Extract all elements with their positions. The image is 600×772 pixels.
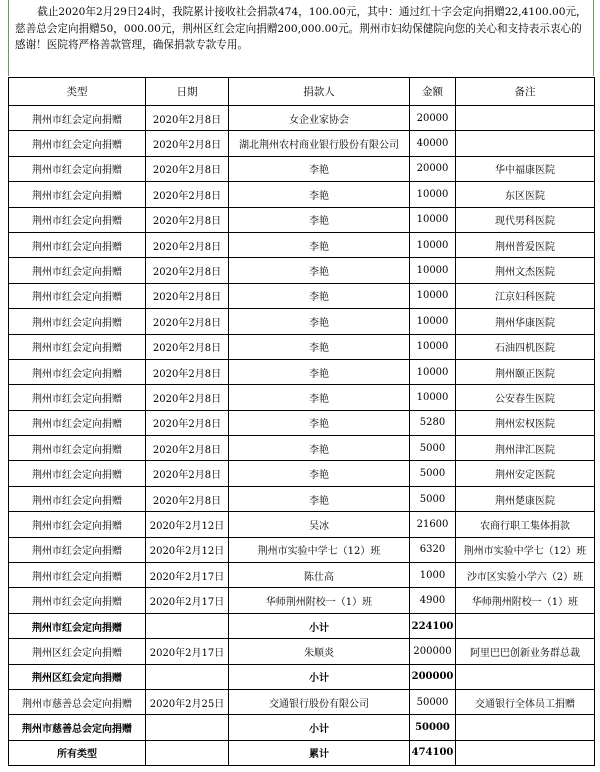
cell-date: 2020年2月8日 — [146, 309, 229, 334]
cell-amount: 50000 — [410, 715, 456, 740]
cell-type: 荆州市红会定向捐赠 — [9, 309, 146, 334]
cell-type: 荆州市慈善总会定向捐赠 — [9, 689, 146, 714]
cell-type: 荆州市红会定向捐赠 — [9, 156, 146, 181]
table-row — [9, 461, 595, 486]
table-row — [9, 156, 595, 181]
donation-table-body — [9, 78, 595, 766]
cell-donor: 累计 — [229, 740, 410, 765]
cell-amount: 4900 — [410, 588, 456, 613]
table-row — [9, 537, 595, 562]
cell-type: 荆州市红会定向捐赠 — [9, 106, 146, 131]
cell-donor: 华师荆州附校一（1）班 — [229, 588, 410, 613]
cell-amount: 5280 — [410, 410, 456, 435]
cell-amount: 224100 — [410, 613, 456, 638]
summary-row — [9, 613, 595, 638]
cell-donor: 李艳 — [229, 461, 410, 486]
cell-donor: 李艳 — [229, 486, 410, 511]
cell-type: 荆州市红会定向捐赠 — [9, 613, 146, 638]
cell-date — [146, 740, 229, 765]
header-date: 日期 — [146, 78, 229, 106]
cell-note — [456, 740, 595, 765]
table-row — [9, 689, 595, 714]
cell-date: 2020年2月8日 — [146, 359, 229, 384]
cell-type: 荆州市红会定向捐赠 — [9, 512, 146, 537]
summary-row — [9, 664, 595, 689]
cell-note: 现代男科医院 — [456, 207, 595, 232]
table-row — [9, 410, 595, 435]
cell-amount: 40000 — [410, 131, 456, 156]
cell-type: 所有类型 — [9, 740, 146, 765]
cell-donor: 小计 — [229, 664, 410, 689]
cell-date: 2020年2月25日 — [146, 689, 229, 714]
table-row — [9, 512, 595, 537]
cell-type: 荆州市红会定向捐赠 — [9, 334, 146, 359]
cell-date: 2020年2月8日 — [146, 258, 229, 283]
cell-type: 荆州市红会定向捐赠 — [9, 182, 146, 207]
cell-type: 荆州市红会定向捐赠 — [9, 207, 146, 232]
cell-donor: 小计 — [229, 613, 410, 638]
header-amount: 金额 — [410, 78, 456, 106]
cell-amount: 10000 — [410, 182, 456, 207]
cell-date — [146, 664, 229, 689]
cell-type: 荆州区红会定向捐赠 — [9, 639, 146, 664]
table-row — [9, 436, 595, 461]
cell-note — [456, 131, 595, 156]
cell-donor: 小计 — [229, 715, 410, 740]
cell-type: 荆州市红会定向捐赠 — [9, 283, 146, 308]
cell-type: 荆州市红会定向捐赠 — [9, 385, 146, 410]
cell-amount: 6320 — [410, 537, 456, 562]
cell-date: 2020年2月8日 — [146, 486, 229, 511]
table-row — [9, 283, 595, 308]
cell-donor: 李艳 — [229, 410, 410, 435]
cell-date — [146, 715, 229, 740]
table-row — [9, 106, 595, 131]
table-row — [9, 588, 595, 613]
cell-donor: 李艳 — [229, 436, 410, 461]
table-row — [9, 232, 595, 257]
table-row — [9, 563, 595, 588]
summary-row — [9, 740, 595, 765]
cell-donor: 李艳 — [229, 207, 410, 232]
cell-donor: 李艳 — [229, 359, 410, 384]
cell-donor: 交通银行股份有限公司 — [229, 689, 410, 714]
cell-type: 荆州市红会定向捐赠 — [9, 461, 146, 486]
cell-type: 荆州市红会定向捐赠 — [9, 410, 146, 435]
donation-table — [8, 77, 595, 766]
cell-note: 华师荆州附校一（1）班 — [456, 588, 595, 613]
cell-note: 荆州颐正医院 — [456, 359, 595, 384]
cell-amount: 10000 — [410, 207, 456, 232]
cell-amount: 5000 — [410, 461, 456, 486]
table-row — [9, 258, 595, 283]
table-row — [9, 639, 595, 664]
table-header-row — [9, 78, 595, 106]
cell-type: 荆州市红会定向捐赠 — [9, 359, 146, 384]
cell-date: 2020年2月8日 — [146, 461, 229, 486]
cell-amount: 5000 — [410, 486, 456, 511]
cell-note: 荆州楚康医院 — [456, 486, 595, 511]
table-row — [9, 207, 595, 232]
cell-note: 交通银行全体员工捐赠 — [456, 689, 595, 714]
cell-donor: 李艳 — [229, 156, 410, 181]
cell-donor: 荆州市实验中学七（12）班 — [229, 537, 410, 562]
cell-note: 江京妇科医院 — [456, 283, 595, 308]
cell-amount: 1000 — [410, 563, 456, 588]
cell-date: 2020年2月8日 — [146, 156, 229, 181]
cell-donor: 女企业家协会 — [229, 106, 410, 131]
cell-donor: 李艳 — [229, 232, 410, 257]
header-note: 备注 — [456, 78, 595, 106]
table-row — [9, 182, 595, 207]
cell-donor: 李艳 — [229, 385, 410, 410]
cell-note: 荆州津汇医院 — [456, 436, 595, 461]
cell-date: 2020年2月8日 — [146, 182, 229, 207]
cell-amount: 10000 — [410, 385, 456, 410]
cell-note: 荆州市实验中学七（12）班 — [456, 537, 595, 562]
header-donor: 捐款人 — [229, 78, 410, 106]
cell-date: 2020年2月8日 — [146, 436, 229, 461]
table-row — [9, 334, 595, 359]
cell-amount: 200000 — [410, 639, 456, 664]
cell-date: 2020年2月12日 — [146, 537, 229, 562]
cell-amount: 10000 — [410, 309, 456, 334]
cell-date: 2020年2月8日 — [146, 385, 229, 410]
cell-donor: 李艳 — [229, 283, 410, 308]
cell-type: 荆州市红会定向捐赠 — [9, 436, 146, 461]
cell-donor: 朱顺炎 — [229, 639, 410, 664]
cell-note: 公安春生医院 — [456, 385, 595, 410]
cell-type: 荆州市红会定向捐赠 — [9, 563, 146, 588]
cell-note: 荆州文杰医院 — [456, 258, 595, 283]
cell-type: 荆州市慈善总会定向捐赠 — [9, 715, 146, 740]
table-row — [9, 486, 595, 511]
cell-note: 荆州普爱医院 — [456, 232, 595, 257]
cell-amount: 5000 — [410, 436, 456, 461]
cell-date: 2020年2月8日 — [146, 207, 229, 232]
cell-date: 2020年2月8日 — [146, 131, 229, 156]
cell-type: 荆州市红会定向捐赠 — [9, 131, 146, 156]
cell-note: 阿里巴巴创新业务群总裁 — [456, 639, 595, 664]
cell-donor: 湖北荆州农村商业银行股份有限公司 — [229, 131, 410, 156]
cell-note: 沙市区实验小学六（2）班 — [456, 563, 595, 588]
cell-date — [146, 613, 229, 638]
cell-amount: 10000 — [410, 283, 456, 308]
cell-type: 荆州区红会定向捐赠 — [9, 664, 146, 689]
cell-date: 2020年2月17日 — [146, 639, 229, 664]
cell-donor: 陈仕高 — [229, 563, 410, 588]
cell-donor: 李艳 — [229, 309, 410, 334]
cell-type: 荆州市红会定向捐赠 — [9, 258, 146, 283]
table-row — [9, 131, 595, 156]
table-row — [9, 385, 595, 410]
cell-date: 2020年2月8日 — [146, 232, 229, 257]
cell-note — [456, 613, 595, 638]
table-row — [9, 309, 595, 334]
cell-note: 荆州安定医院 — [456, 461, 595, 486]
cell-donor: 吴冰 — [229, 512, 410, 537]
cell-type: 荆州市红会定向捐赠 — [9, 537, 146, 562]
cell-note: 石油四机医院 — [456, 334, 595, 359]
cell-note — [456, 106, 595, 131]
cell-date: 2020年2月8日 — [146, 334, 229, 359]
cell-note: 荆州宏权医院 — [456, 410, 595, 435]
cell-donor: 李艳 — [229, 258, 410, 283]
cell-amount: 20000 — [410, 106, 456, 131]
cell-amount: 474100 — [410, 740, 456, 765]
cell-date: 2020年2月8日 — [146, 283, 229, 308]
cell-amount: 10000 — [410, 334, 456, 359]
cell-donor: 李艳 — [229, 334, 410, 359]
cell-note: 荆州华康医院 — [456, 309, 595, 334]
cell-amount: 10000 — [410, 258, 456, 283]
header-type: 类型 — [9, 78, 146, 106]
cell-amount: 21600 — [410, 512, 456, 537]
cell-note: 华中福康医院 — [456, 156, 595, 181]
summary-row — [9, 715, 595, 740]
table-row — [9, 359, 595, 384]
cell-date: 2020年2月17日 — [146, 588, 229, 613]
cell-donor: 李艳 — [229, 182, 410, 207]
cell-date: 2020年2月8日 — [146, 106, 229, 131]
cell-amount: 200000 — [410, 664, 456, 689]
cell-type: 荆州市红会定向捐赠 — [9, 588, 146, 613]
cell-amount: 10000 — [410, 232, 456, 257]
cell-amount: 50000 — [410, 689, 456, 714]
cell-amount: 10000 — [410, 359, 456, 384]
intro-paragraph: 截止2020年2月29日24时，我院累计接收社会捐款474，100.00元，其中：通过红十字会定向捐赠22,4100.00元，慈善总会定向捐赠50，000.00元，荆州区红会定向捐赠200,000.00元。荆州市妇幼保健院向您的关心和支持表示衷心的感谢！医院将严格善款管理，确保捐款专款专用。 — [8, 0, 594, 76]
cell-type: 荆州市红会定向捐赠 — [9, 486, 146, 511]
cell-note — [456, 715, 595, 740]
cell-type: 荆州市红会定向捐赠 — [9, 232, 146, 257]
cell-note: 东区医院 — [456, 182, 595, 207]
cell-amount: 20000 — [410, 156, 456, 181]
cell-note: 农商行职工集体捐款 — [456, 512, 595, 537]
cell-date: 2020年2月8日 — [146, 410, 229, 435]
cell-note — [456, 664, 595, 689]
cell-date: 2020年2月17日 — [146, 563, 229, 588]
cell-date: 2020年2月12日 — [146, 512, 229, 537]
